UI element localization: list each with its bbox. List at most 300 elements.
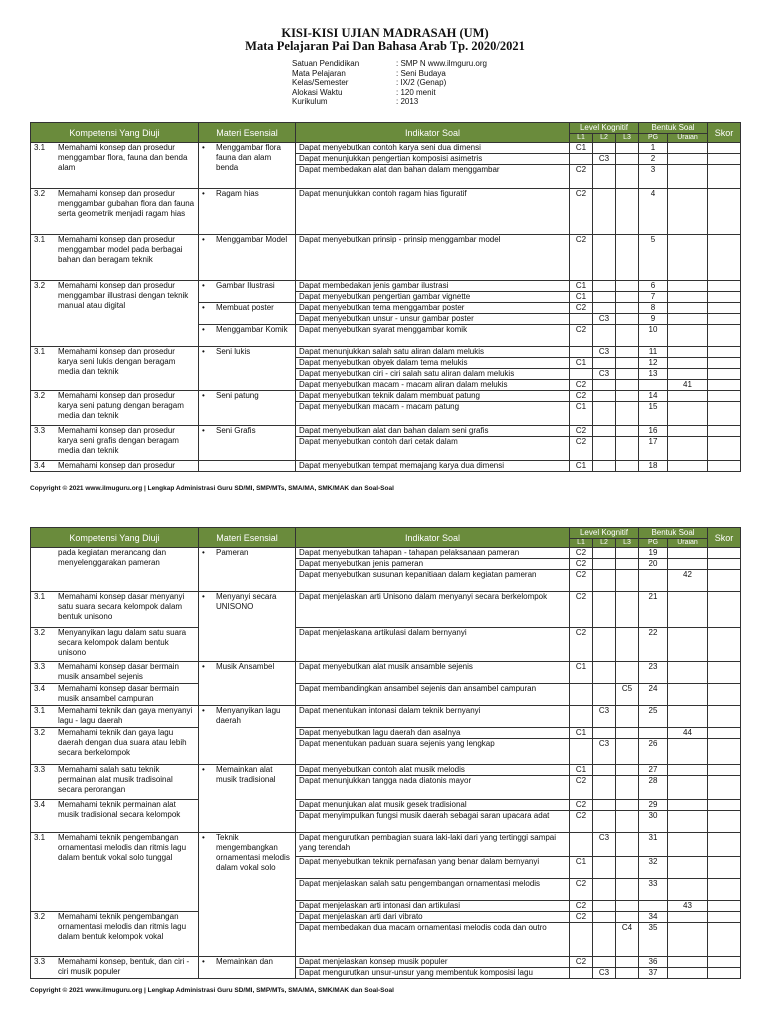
- l3-cell: [616, 706, 639, 728]
- l2-cell: [593, 684, 616, 706]
- indikator-cell: Dapat menyebutkan tema menggambar poster: [296, 303, 570, 314]
- skor-cell: [708, 628, 741, 662]
- indikator-cell: Dapat menjelaskan arti intonasi dan artikulasi: [296, 901, 570, 912]
- l3-cell: [616, 879, 639, 901]
- l2-cell: [593, 728, 616, 739]
- l2-cell: C3: [593, 369, 616, 380]
- indikator-cell: Dapat menyebutkan teknik pernafasan yang benar dalam bernyanyi: [296, 857, 570, 879]
- pg-cell: [639, 901, 668, 912]
- l1-cell: C2: [570, 901, 593, 912]
- uraian-cell: [668, 811, 708, 833]
- kd-number: 3.3: [34, 765, 46, 774]
- kd-number: 3.2: [34, 189, 46, 198]
- header-materi: Materi Esensial: [199, 123, 296, 143]
- pg-cell: 1: [639, 143, 668, 154]
- skor-cell: [708, 706, 741, 728]
- l1-cell: C2: [570, 391, 593, 402]
- header-indikator: Indikator Soal: [296, 528, 570, 548]
- bullet: •: [202, 426, 205, 435]
- l2-cell: [593, 923, 616, 957]
- indikator-cell: Dapat membedakan alat dan bahan dalam menggambar: [296, 165, 570, 189]
- l1-cell: C2: [570, 811, 593, 833]
- l2-cell: [593, 765, 616, 776]
- l2-cell: [593, 957, 616, 968]
- l1-cell: C2: [570, 548, 593, 559]
- pg-cell: 4: [639, 189, 668, 235]
- kd-text: Memahami konsep dan prosedur karya seni patung dengan beragam media dan teknik: [58, 391, 184, 420]
- kd-number: 3.2: [34, 391, 46, 400]
- pg-cell: 20: [639, 559, 668, 570]
- l3-cell: [616, 662, 639, 684]
- copyright-footer: Copyright © 2021 www.ilmuguru.org | Lengkap Administrasi Guru SD/MI, SMP/MTs, SMA/MA, SMK/MAK dan Soal-Soal: [30, 485, 394, 492]
- l1-cell: C2: [570, 235, 593, 281]
- pg-cell: 9: [639, 314, 668, 325]
- uraian-cell: [668, 592, 708, 628]
- l1-cell: C2: [570, 912, 593, 923]
- indikator-cell: Dapat menyebutkan ciri - ciri salah satu aliran dalam melukis: [296, 369, 570, 380]
- l2-cell: [593, 776, 616, 800]
- pg-cell: 32: [639, 857, 668, 879]
- skor-cell: [708, 800, 741, 811]
- l3-cell: [616, 811, 639, 833]
- header-level: Level Kognitif: [570, 123, 639, 134]
- kd-number: 3.2: [34, 728, 46, 737]
- l2-cell: C3: [593, 154, 616, 165]
- materi-text: Menggambar flora fauna dan alam benda: [216, 143, 281, 172]
- kd-text: Menyanyikan lagu dalam satu suara secara kelompok dalam bentuk unisono: [58, 628, 187, 657]
- kd-text: Memahami konsep dasar bermain musik ansambel sejenis: [58, 662, 179, 681]
- l1-cell: [570, 739, 593, 765]
- meta-key: Satuan Pendidikan: [292, 59, 360, 68]
- l2-cell: C3: [593, 314, 616, 325]
- uraian-cell: [668, 548, 708, 559]
- l1-cell: [570, 968, 593, 979]
- materi-text: Menggambar Komik: [216, 325, 288, 334]
- skor-cell: [708, 923, 741, 957]
- doc-subtitle: Mata Pelajaran Pai Dan Bahasa Arab Tp. 2020/2021: [245, 39, 525, 53]
- materi-text: Pameran: [216, 548, 249, 557]
- l3-cell: [616, 833, 639, 857]
- pg-cell: 33: [639, 879, 668, 901]
- materi-text: Seni lukis: [216, 347, 251, 356]
- l1-cell: [570, 706, 593, 728]
- header-level: Level Kognitif: [570, 528, 639, 539]
- uraian-cell: [668, 765, 708, 776]
- header-kompetensi: Kompetensi Yang Diuji: [31, 123, 199, 143]
- kd-number: 3.1: [34, 833, 46, 842]
- kd-text: Memahami konsep dasar bermain musik ansambel campuran: [58, 684, 179, 703]
- pg-cell: 23: [639, 662, 668, 684]
- header-bentuk: Bentuk Soal: [639, 528, 708, 539]
- l1-cell: C2: [570, 628, 593, 662]
- header-kompetensi: Kompetensi Yang Diuji: [31, 528, 199, 548]
- indikator-cell: Dapat menentukan intonasi dalam teknik bernyanyi: [296, 706, 570, 728]
- uraian-cell: [668, 662, 708, 684]
- l1-cell: C2: [570, 879, 593, 901]
- pg-cell: 14: [639, 391, 668, 402]
- uraian-cell: [668, 957, 708, 968]
- indikator-cell: Dapat membedakan dua macam ornamentasi melodis coda dan outro: [296, 923, 570, 957]
- meta-value: : 2013: [396, 97, 419, 107]
- l3-cell: [616, 857, 639, 879]
- pg-cell: 26: [639, 739, 668, 765]
- indikator-cell: Dapat menyebutkan syarat menggambar komik: [296, 325, 570, 347]
- materi-text: Memainkan dan: [216, 957, 273, 966]
- pg-cell: 29: [639, 800, 668, 811]
- header-materi: Materi Esensial: [199, 528, 296, 548]
- l1-cell: C2: [570, 380, 593, 391]
- uraian-cell: 42: [668, 570, 708, 592]
- indikator-cell: Dapat menyebutkan tahapan - tahapan pelaksanaan pameran: [296, 548, 570, 559]
- l2-cell: [593, 857, 616, 879]
- pg-cell: 28: [639, 776, 668, 800]
- uraian-cell: [668, 833, 708, 857]
- header-l2: L2: [593, 539, 616, 548]
- l3-cell: C5: [616, 684, 639, 706]
- indikator-cell: Dapat menyebutkan contoh alat musik melodis: [296, 765, 570, 776]
- pg-cell: 35: [639, 923, 668, 957]
- l1-cell: C1: [570, 402, 593, 426]
- l1-cell: C1: [570, 143, 593, 154]
- l3-cell: [616, 570, 639, 592]
- skor-cell: [708, 912, 741, 923]
- indikator-cell: Dapat mengurutkan pembagian suara laki-laki dari yang tertinggi sampai yang terendah: [296, 833, 570, 857]
- meta-value: : Seni Budaya: [396, 68, 446, 78]
- indikator-cell: Dapat menyebutkan contoh karya seni dua dimensi: [296, 143, 570, 154]
- l3-cell: [616, 559, 639, 570]
- l1-cell: C1: [570, 292, 593, 303]
- meta-key: Kelas/Semester: [292, 78, 349, 88]
- l1-cell: C2: [570, 189, 593, 235]
- l1-cell: C2: [570, 559, 593, 570]
- l1-cell: [570, 923, 593, 957]
- indikator-cell: Dapat menjelaskan arti dari vibrato: [296, 912, 570, 923]
- kd-cell: [31, 912, 199, 957]
- l1-cell: C2: [570, 800, 593, 811]
- pg-cell: 34: [639, 912, 668, 923]
- materi-cell: [199, 833, 296, 957]
- bullet: •: [202, 143, 205, 152]
- materi-text: Menggambar Model: [216, 235, 288, 244]
- skor-cell: [708, 662, 741, 684]
- indikator-cell: Dapat menyebutkan susunan kepanitiaan dalam kegiatan pameran: [296, 570, 570, 592]
- l1-cell: C2: [570, 303, 593, 314]
- pg-cell: 31: [639, 833, 668, 857]
- materi-cell: [199, 765, 296, 833]
- page-2: [30, 0, 740, 1024]
- l1-cell: [570, 684, 593, 706]
- kd-number: 3.1: [34, 143, 46, 152]
- kd-number: 3.4: [34, 684, 46, 693]
- l2-cell: [593, 662, 616, 684]
- l1-cell: C2: [570, 325, 593, 347]
- header-pg: PG: [639, 539, 668, 548]
- uraian-cell: [668, 628, 708, 662]
- kd-cell: [31, 706, 199, 728]
- kd-number: 3.2: [34, 912, 46, 921]
- indikator-cell: Dapat menunjukkan contoh ragam hias figuratif: [296, 189, 570, 235]
- materi-text: Memainkan alat musik tradisional: [216, 765, 276, 784]
- uraian-cell: 43: [668, 901, 708, 912]
- indikator-cell: Dapat menyebutkan teknik dalam membuat patung: [296, 391, 570, 402]
- indikator-cell: Dapat menunjukkan tangga nada diatonis mayor: [296, 776, 570, 800]
- l3-cell: [616, 800, 639, 811]
- pg-cell: 7: [639, 292, 668, 303]
- l2-cell: [593, 559, 616, 570]
- bullet: •: [202, 548, 205, 557]
- bullet: •: [202, 765, 205, 774]
- indikator-cell: Dapat menyebutkan macam - macam aliran dalam melukis: [296, 380, 570, 391]
- indikator-cell: Dapat menyebutkan alat dan bahan dalam seni grafis: [296, 426, 570, 437]
- pg-cell: 12: [639, 358, 668, 369]
- kd-number: 3.4: [34, 800, 46, 809]
- indikator-cell: Dapat menyebutkan contoh dari cetak dalam: [296, 437, 570, 461]
- l2-cell: [593, 548, 616, 559]
- l1-cell: C2: [570, 165, 593, 189]
- indikator-cell: Dapat menentukan paduan suara sejenis yang lengkap: [296, 739, 570, 765]
- indikator-cell: Dapat menyebutkan pengertian gambar vignette: [296, 292, 570, 303]
- pg-cell: 25: [639, 706, 668, 728]
- kd-number: 3.3: [34, 957, 46, 966]
- l3-cell: [616, 548, 639, 559]
- l2-cell: C3: [593, 739, 616, 765]
- kd-text: Memahami teknik permainan alat musik tradisional secara kelompok: [58, 800, 181, 819]
- header-l3: L3: [616, 539, 639, 548]
- kd-cell: [31, 765, 199, 800]
- kd-number: [34, 548, 58, 568]
- materi-text: Menyanyi secara UNISONO: [216, 592, 277, 611]
- uraian-cell: [668, 776, 708, 800]
- pg-cell: 13: [639, 369, 668, 380]
- header-l3: L3: [616, 134, 639, 143]
- l1-cell: C2: [570, 426, 593, 437]
- pg-cell: 15: [639, 402, 668, 426]
- l2-cell: [593, 879, 616, 901]
- skor-cell: [708, 684, 741, 706]
- skor-cell: [708, 957, 741, 968]
- l3-cell: [616, 968, 639, 979]
- l2-cell: [593, 628, 616, 662]
- indikator-cell: Dapat menyebutkan tempat memajang karya dua dimensi: [296, 461, 570, 472]
- skor-cell: [708, 592, 741, 628]
- uraian-cell: [668, 559, 708, 570]
- uraian-cell: [668, 706, 708, 728]
- kd-cell: [31, 684, 199, 706]
- materi-cell: [199, 957, 296, 979]
- kd-cell: [31, 728, 199, 765]
- pg-cell: 16: [639, 426, 668, 437]
- kd-cell: [31, 957, 199, 979]
- kisi-table-page-2: [30, 527, 741, 979]
- header-pg: PG: [639, 134, 668, 143]
- kd-number: 3.1: [34, 235, 46, 244]
- pg-cell: 22: [639, 628, 668, 662]
- l1-cell: C2: [570, 776, 593, 800]
- skor-cell: [708, 879, 741, 901]
- l3-cell: [616, 957, 639, 968]
- skor-cell: [708, 728, 741, 739]
- kd-text: Memahami konsep dan prosedur menggambar gubahan flora dan fauna serta geometrik menjadi ragam hias: [58, 189, 195, 218]
- l1-cell: C1: [570, 662, 593, 684]
- l3-cell: [616, 912, 639, 923]
- bullet: •: [202, 281, 205, 290]
- pg-cell: 2: [639, 154, 668, 165]
- kd-cell: [31, 662, 199, 684]
- kd-cell: [31, 592, 199, 628]
- uraian-cell: [668, 857, 708, 879]
- skor-cell: [708, 901, 741, 912]
- kd-number: 3.3: [34, 426, 46, 435]
- pg-cell: 10: [639, 325, 668, 347]
- kd-number: 3.1: [34, 347, 46, 356]
- skor-cell: [708, 811, 741, 833]
- kd-text: Memahami konsep dasar menyanyi satu suara secara kelompok dalam bentuk unisono: [58, 592, 185, 621]
- materi-text: Teknik mengembangkan ornamentasi melodis dalam vokal solo: [216, 833, 290, 872]
- kd-cell: [31, 800, 199, 833]
- l1-cell: C2: [570, 437, 593, 461]
- kd-text: Memahami konsep dan prosedur karya seni lukis dengan beragam media dan teknik: [58, 347, 176, 376]
- materi-cell: [199, 706, 296, 765]
- uraian-cell: [668, 879, 708, 901]
- l1-cell: C1: [570, 358, 593, 369]
- l2-cell: C3: [593, 706, 616, 728]
- doc-title: KISI-KISI UJIAN MADRASAH (UM): [281, 26, 489, 40]
- kd-number: 3.4: [34, 461, 46, 470]
- indikator-cell: Dapat menyebutkan obyek dalam tema melukis: [296, 358, 570, 369]
- header-l1: L1: [570, 134, 593, 143]
- kd-text: Memahami konsep dan prosedur menggambar illustrasi dengan teknik manual atau digital: [58, 281, 189, 310]
- materi-text: Musik Ansambel: [216, 662, 275, 671]
- l1-cell: C2: [570, 570, 593, 592]
- bullet: •: [202, 325, 205, 334]
- kd-text: Memahami teknik dan gaya lagu daerah dengan dua suara atau lebih secara berkelompok: [58, 728, 187, 757]
- pg-cell: 8: [639, 303, 668, 314]
- kd-text: Memahami salah satu teknik permainan alat musik tradisoinal secara perorangan: [58, 765, 173, 794]
- skor-cell: [708, 857, 741, 879]
- pg-cell: 11: [639, 347, 668, 358]
- uraian-cell: [668, 968, 708, 979]
- pg-cell: 36: [639, 957, 668, 968]
- kd-text: Memahami teknik pengembangan ornamentasi melodis dan ritmis lagu dalam bentuk kelompok vokal: [58, 912, 187, 941]
- pg-cell: 37: [639, 968, 668, 979]
- uraian-cell: [668, 684, 708, 706]
- pg-cell: 30: [639, 811, 668, 833]
- pg-cell: 18: [639, 461, 668, 472]
- uraian-cell: 44: [668, 728, 708, 739]
- bullet: •: [202, 235, 205, 244]
- kd-cell: [31, 628, 199, 662]
- indikator-cell: Dapat menjelaskana artikulasi dalam bernyanyi: [296, 628, 570, 662]
- skor-cell: [708, 968, 741, 979]
- l1-cell: C2: [570, 957, 593, 968]
- l1-cell: C1: [570, 765, 593, 776]
- uraian-cell: 41: [668, 380, 708, 391]
- header-skor: Skor: [708, 528, 741, 548]
- l2-cell: [593, 570, 616, 592]
- meta-value: : 120 menit: [396, 87, 436, 97]
- pg-cell: 27: [639, 765, 668, 776]
- kd-text: Memahami konsep dan prosedur menggambar flora, fauna dan benda alam: [58, 143, 188, 172]
- materi-text: Gambar Ilustrasi: [216, 281, 275, 290]
- uraian-cell: [668, 800, 708, 811]
- meta-key: Kurikulum: [292, 97, 328, 107]
- pg-cell: 24: [639, 684, 668, 706]
- indikator-cell: Dapat menjelaskan arti Unisono dalam menyanyi secara berkelompok: [296, 592, 570, 628]
- l2-cell: C3: [593, 833, 616, 857]
- kd-text: Memahami konsep, bentuk, dan ciri - ciri musik populer: [58, 957, 190, 976]
- indikator-cell: Dapat menyimpulkan fungsi musik daerah sebagai saran upacara adat: [296, 811, 570, 833]
- indikator-cell: Dapat mengurutkan unsur-unsur yang membentuk komposisi lagu: [296, 968, 570, 979]
- l3-cell: [616, 901, 639, 912]
- l2-cell: [593, 901, 616, 912]
- pg-cell: 17: [639, 437, 668, 461]
- skor-cell: [708, 833, 741, 857]
- kd-text: Memahami konsep dan prosedur menggambar model pada berbagai bahan dan beragam teknik: [58, 235, 183, 264]
- l1-cell: C1: [570, 281, 593, 292]
- kd-text: Memahami teknik dan gaya menyanyi lagu - lagu daerah: [58, 706, 193, 725]
- kd-text: pada kegiatan merancang dan menyelenggarakan pameran: [58, 548, 167, 567]
- bullet: •: [202, 662, 205, 671]
- copyright-footer: Copyright © 2021 www.ilmuguru.org | Lengkap Administrasi Guru SD/MI, SMP/MTs, SMA/MA, SMK/MAK dan Soal-Soal: [30, 987, 394, 994]
- kd-text: Memahami konsep dan prosedur: [58, 461, 175, 470]
- pg-cell: [639, 570, 668, 592]
- indikator-cell: Dapat menyebutkan macam - macam patung: [296, 402, 570, 426]
- kd-number: 3.2: [34, 628, 46, 637]
- uraian-cell: [668, 739, 708, 765]
- l2-cell: C3: [593, 968, 616, 979]
- meta-key: Mata Pelajaran: [292, 68, 346, 78]
- indikator-cell: Dapat menyebutkan jenis pameran: [296, 559, 570, 570]
- l3-cell: [616, 592, 639, 628]
- bullet: •: [202, 189, 205, 198]
- kd-text: Memahami konsep dan prosedur karya seni grafis dengan beragam media dan teknik: [58, 426, 179, 455]
- l2-cell: [593, 592, 616, 628]
- l3-cell: [616, 765, 639, 776]
- l3-cell: [616, 628, 639, 662]
- pg-cell: 19: [639, 548, 668, 559]
- l1-cell: [570, 833, 593, 857]
- l1-cell: C1: [570, 461, 593, 472]
- meta-key: Alokasi Waktu: [292, 87, 343, 97]
- kd-number: 3.3: [34, 662, 46, 671]
- bullet: •: [202, 833, 205, 842]
- indikator-cell: Dapat menjelaskan salah satu pengembangan ornamentasi melodis: [296, 879, 570, 901]
- skor-cell: [708, 570, 741, 592]
- pg-cell: 3: [639, 165, 668, 189]
- materi-text: Membuat poster: [216, 303, 274, 312]
- skor-cell: [708, 548, 741, 559]
- header-bentuk: Bentuk Soal: [639, 123, 708, 134]
- l3-cell: [616, 728, 639, 739]
- indikator-cell: Dapat menyebutkan lagu daerah dan asalnya: [296, 728, 570, 739]
- indikator-cell: Dapat menunjukkan salah satu aliran dalam melukis: [296, 347, 570, 358]
- l2-cell: [593, 912, 616, 923]
- bullet: •: [202, 391, 205, 400]
- indikator-cell: Dapat menyebutkan alat musik ansamble sejenis: [296, 662, 570, 684]
- l2-cell: [593, 800, 616, 811]
- bullet: •: [202, 592, 205, 601]
- header-uraian: Uraian: [668, 134, 708, 143]
- l1-cell: C2: [570, 592, 593, 628]
- l2-cell: C3: [593, 347, 616, 358]
- meta-value: : SMP N www.ilmguru.org: [396, 59, 487, 68]
- indikator-cell: Dapat menyebutkan unsur - unsur gambar poster: [296, 314, 570, 325]
- materi-text: Seni patung: [216, 391, 259, 400]
- pg-cell: 21: [639, 592, 668, 628]
- pg-cell: 6: [639, 281, 668, 292]
- materi-text: Menyanyikan lagu daerah: [216, 706, 281, 725]
- header-skor: Skor: [708, 123, 741, 143]
